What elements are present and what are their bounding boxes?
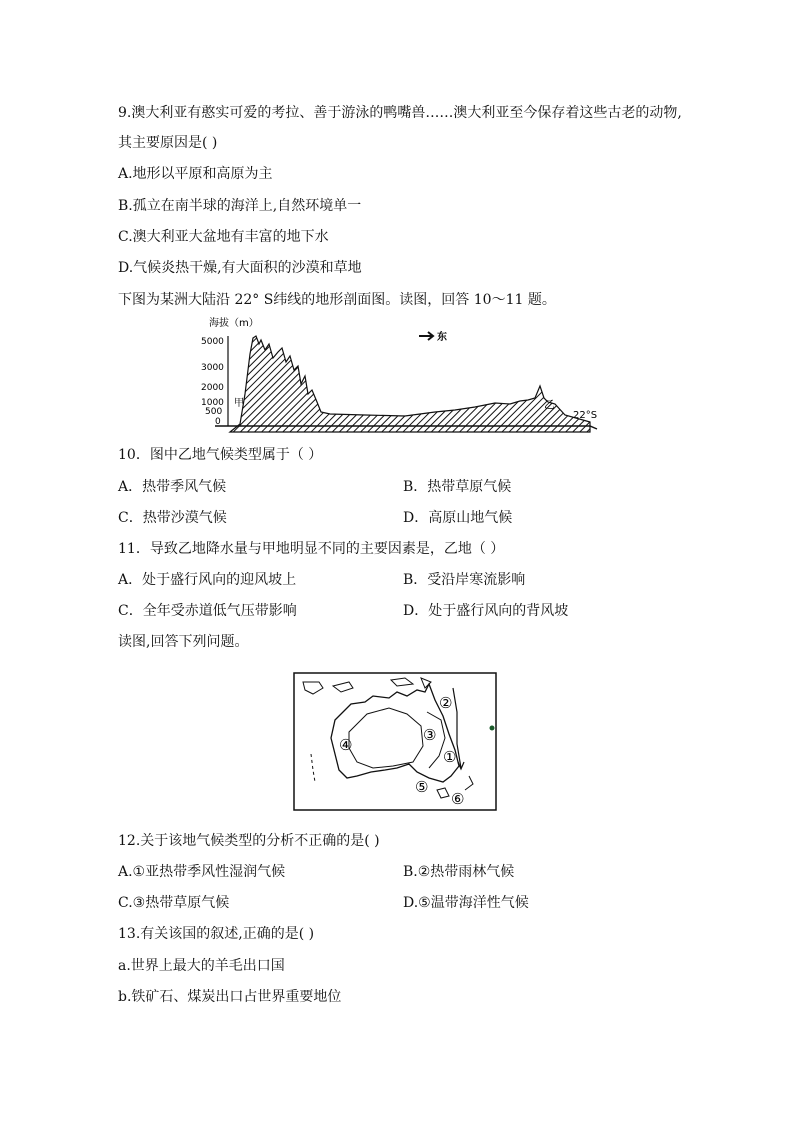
map-label-6: ⑥ — [451, 790, 465, 808]
map-label-5: ⑤ — [415, 778, 429, 796]
q13-stem: 13.有关该国的叙述,正确的是( ) — [118, 926, 315, 942]
australia-climate-map — [293, 672, 497, 811]
q11-option-d: D．处于盛行风向的背风坡 — [403, 603, 569, 619]
q13-item-b: b.铁矿石、煤炭出口占世界重要地位 — [118, 989, 342, 1005]
latitude-label: 22°S — [573, 410, 598, 421]
q11-option-c: C．全年受赤道低气压带影响 — [118, 603, 297, 619]
q12-stem: 12.关于该地气候类型的分析不正确的是( ) — [118, 833, 380, 849]
q9-option-d: D.气候炎热干燥,有大面积的沙漠和草地 — [118, 260, 362, 276]
y-tick-0: 0 — [215, 417, 221, 427]
q11-option-a: A．处于盛行风向的迎风坡上 — [118, 572, 297, 588]
q12-option-a: A.①亚热带季风性湿润气候 — [118, 864, 286, 880]
q9-option-b: B.孤立在南半球的海洋上,自然环境单一 — [118, 198, 362, 214]
terrain-silhouette — [230, 336, 590, 432]
y-tick-500: 500 — [205, 407, 223, 417]
q11-option-b: B．受沿岸寒流影响 — [403, 572, 526, 588]
map-label-1: ① — [443, 748, 457, 766]
q9-option-a: A.地形以平原和高原为主 — [118, 166, 273, 182]
profile-y-title: 海拔（m） — [209, 318, 259, 329]
q11-stem: 11．导致乙地降水量与甲地明显不同的主要因素是，乙地（ ） — [118, 541, 505, 557]
q10-option-d: D．高原山地气候 — [403, 510, 513, 526]
map-intro: 读图,回答下列问题。 — [118, 634, 249, 650]
q9-stem-line1: 9.澳大利亚有憨实可爱的考拉、善于游泳的鸭嘴兽……澳大利亚至今保存着这些古老的动物, — [118, 105, 682, 121]
map-label-3: ③ — [423, 726, 437, 744]
q12-option-b: B.②热带雨林气候 — [403, 864, 515, 880]
q10-stem: 10．图中乙地气候类型属于（ ） — [118, 447, 323, 463]
y-tick-2000: 2000 — [201, 383, 224, 393]
green-dot-marker — [490, 726, 495, 731]
y-tick-5000: 5000 — [201, 337, 224, 347]
y-tick-3000: 3000 — [201, 363, 224, 373]
q10-option-c: C．热带沙漠气候 — [118, 510, 227, 526]
q10-option-a: A．热带季风气候 — [118, 479, 227, 495]
q13-item-a: a.世界上最大的羊毛出口国 — [118, 958, 285, 974]
direction-label: 东 — [437, 332, 447, 343]
map-label-2: ② — [439, 694, 453, 712]
q9-stem-line2: 其主要原因是( ) — [118, 135, 218, 151]
label-yi: 乙 — [544, 398, 555, 411]
terrain-profile-figure — [195, 314, 605, 438]
map-label-4: ④ — [339, 736, 353, 754]
profile-intro: 下图为某洲大陆沿 22° S纬线的地形剖面图。读图，回答 10～11 题。 — [118, 292, 556, 308]
q12-option-d: D.⑤温带海洋性气候 — [403, 895, 529, 911]
q9-option-c: C.澳大利亚大盆地有丰富的地下水 — [118, 229, 329, 245]
east-arrow-icon — [419, 332, 433, 340]
q12-option-c: C.③热带草原气候 — [118, 895, 230, 911]
label-jia: 甲 — [234, 398, 244, 409]
y-tick-1000: 1000 — [201, 398, 224, 408]
q10-option-b: B．热带草原气候 — [403, 479, 512, 495]
